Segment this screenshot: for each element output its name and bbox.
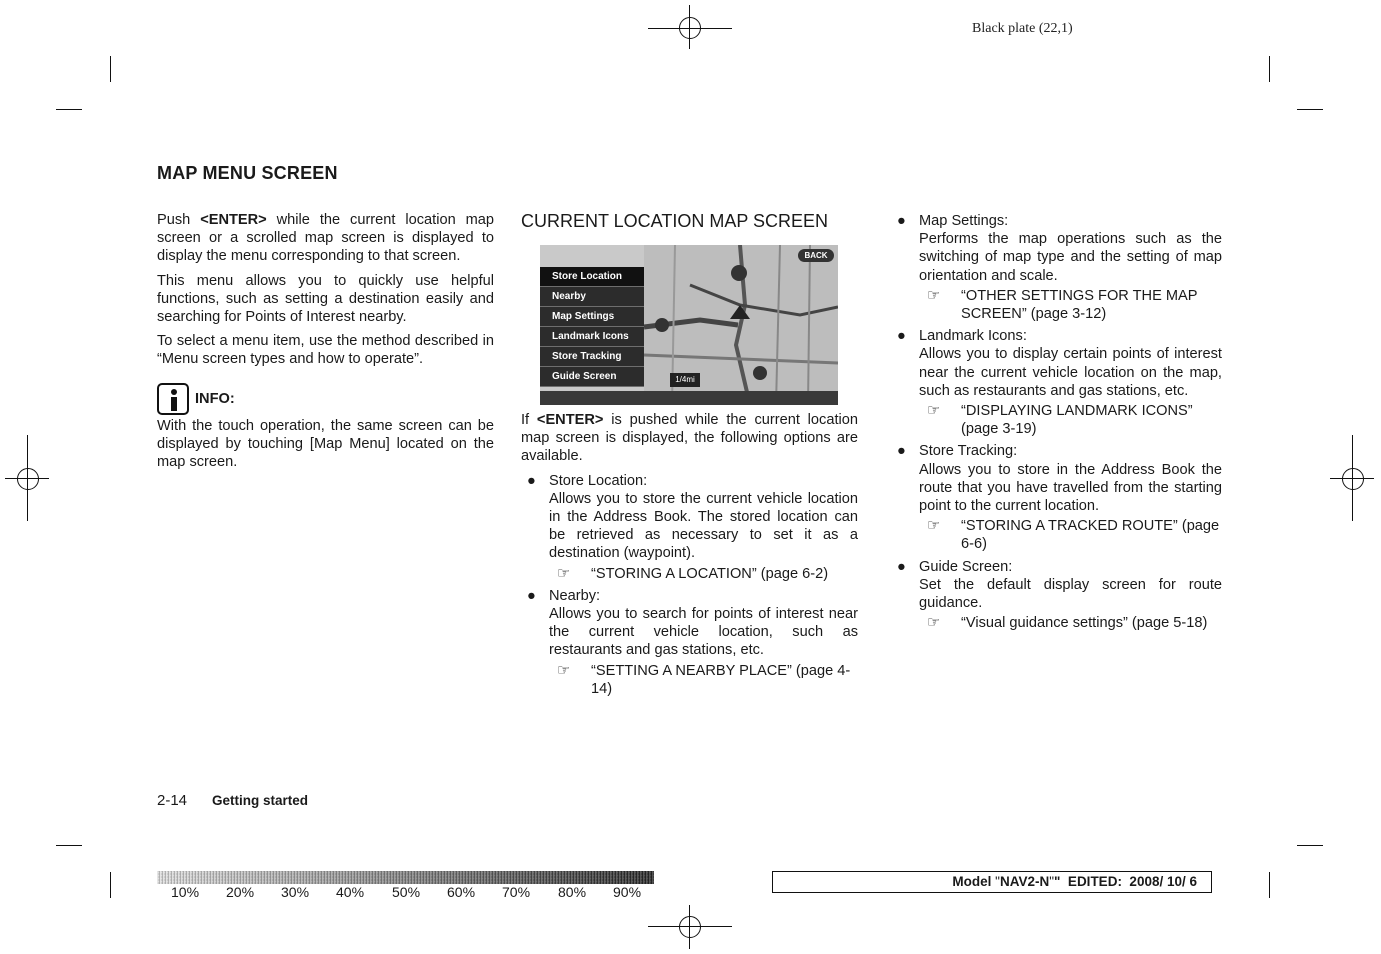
pointing-hand-icon: ☞ xyxy=(927,286,941,304)
paragraph-helpful: This menu allows you to quickly use helpful functions, such as setting a destination easily and searching for Points of Interest nearby. xyxy=(157,272,494,326)
list-item xyxy=(891,212,1222,323)
registration-circle xyxy=(1342,468,1364,490)
page-reference xyxy=(549,565,858,583)
map-screenshot xyxy=(540,245,838,405)
item-title: Store Location: xyxy=(549,472,648,489)
reference-text: “DISPLAYING LANDMARK ICONS” (page 3-19) xyxy=(961,403,1193,438)
column-3 xyxy=(891,212,1222,636)
list-item xyxy=(891,558,1222,633)
registration-circle xyxy=(17,468,39,490)
map-menu-nearby[interactable]: Nearby xyxy=(540,287,644,307)
bullet-icon: ● xyxy=(897,558,906,575)
reference-text: “SETTING A NEARBY PLACE” (page 4-14) xyxy=(591,662,851,697)
map-menu-store-location[interactable]: Store Location xyxy=(540,267,644,287)
pointing-hand-icon: ☞ xyxy=(927,517,941,535)
registration-circle xyxy=(679,916,701,938)
percent-label: 90% xyxy=(613,884,642,900)
item-body: Allows you to display certain points of interest near the current vehicle location on the map, such as restaurants and gas stations, etc. xyxy=(919,346,1222,399)
bullet-icon: ● xyxy=(897,328,906,345)
map-status-bar xyxy=(540,391,838,405)
percent-label: 30% xyxy=(281,884,310,900)
crop-mark xyxy=(1297,109,1323,110)
map-menu xyxy=(540,267,644,387)
map-menu-store-tracking[interactable]: Store Tracking xyxy=(540,347,644,367)
crop-mark xyxy=(56,109,82,110)
pointing-hand-icon: ☞ xyxy=(927,614,941,632)
info-text: With the touch operation, the same screen can be displayed by touching [Map Menu] located on the map screen. xyxy=(157,417,494,471)
crop-mark xyxy=(110,872,111,898)
item-title: Store Tracking: xyxy=(919,443,1018,460)
paragraph-options: If <ENTER> is pushed while the current location map screen is displayed, the following options are available. xyxy=(521,412,858,465)
gray-scale-bar xyxy=(157,871,654,884)
list-item xyxy=(521,587,858,698)
percent-label: 70% xyxy=(502,884,531,900)
page-reference xyxy=(919,517,1222,553)
chapter-label: Getting started xyxy=(212,793,309,808)
page-reference xyxy=(919,402,1222,438)
item-title: Guide Screen: xyxy=(919,558,1013,575)
map-menu-map-settings[interactable]: Map Settings xyxy=(540,307,644,327)
info-icon xyxy=(157,383,189,415)
reference-text: “STORING A LOCATION” (page 6-2) xyxy=(591,565,829,582)
gray-scale-labels xyxy=(157,884,654,902)
map-menu-guide-screen[interactable]: Guide Screen xyxy=(540,367,644,387)
percent-label: 40% xyxy=(336,884,365,900)
page-number: 2-14 xyxy=(157,792,188,809)
crop-mark xyxy=(1297,845,1323,846)
map-back-button[interactable]: BACK xyxy=(798,249,834,262)
crop-mark xyxy=(1269,56,1270,82)
info-title: INFO: xyxy=(195,390,235,407)
map-menu-landmark-icons[interactable]: Landmark Icons xyxy=(540,327,644,347)
registration-circle xyxy=(679,17,701,39)
enter-key-label: <ENTER> xyxy=(536,412,604,428)
crop-mark xyxy=(110,56,111,82)
item-body: Set the default display screen for route guidance. xyxy=(919,576,1222,612)
item-body: Allows you to store in the Address Book the route that you have travelled from the starting point to the current location. xyxy=(919,461,1222,515)
subsection-title: CURRENT LOCATION MAP SCREEN xyxy=(521,211,829,231)
crop-mark xyxy=(1269,872,1270,898)
crop-mark xyxy=(56,845,82,846)
reference-text: “STORING A TRACKED ROUTE” (page 6-6) xyxy=(961,518,1220,553)
page-reference xyxy=(919,287,1222,323)
item-title: Map Settings: xyxy=(919,213,1009,229)
model-edited-box: Model "NAV2-N"" EDITED: 2008/ 10/ 6 xyxy=(772,871,1212,893)
percent-label: 10% xyxy=(171,884,200,900)
list-item xyxy=(891,327,1222,438)
percent-label: 20% xyxy=(226,884,255,900)
page-reference xyxy=(549,662,858,698)
section-title: MAP MENU SCREEN xyxy=(157,163,338,183)
paragraph-select: To select a menu item, use the method described in “Menu screen types and how to operate”. xyxy=(157,333,494,368)
column-1 xyxy=(157,211,494,477)
column-2 xyxy=(521,411,858,702)
item-title: Landmark Icons: xyxy=(919,328,1027,345)
list-item xyxy=(891,442,1222,553)
enter-key-label: <ENTER> xyxy=(200,212,267,228)
bullet-icon: ● xyxy=(897,443,906,460)
item-body: Allows you to search for points of interest near the current vehicle location, such as restaurants and gas stations, etc. xyxy=(549,606,858,659)
page-reference xyxy=(919,614,1222,632)
bullet-icon: ● xyxy=(527,587,536,604)
pointing-hand-icon: ☞ xyxy=(927,402,941,420)
info-heading xyxy=(157,383,494,415)
map-scale[interactable]: 1/4mi xyxy=(670,373,700,387)
item-body: Performs the map operations such as the switching of map type and the setting of map orientation and scale. xyxy=(919,231,1222,284)
pointing-hand-icon: ☞ xyxy=(557,564,571,582)
item-title: Nearby: xyxy=(549,587,601,604)
paragraph-enter: Push <ENTER> while the current location map screen or a scrolled map screen is displayed to display the menu corresponding to that screen. xyxy=(157,212,494,265)
percent-label: 80% xyxy=(558,884,587,900)
percent-label: 50% xyxy=(392,884,421,900)
list-item xyxy=(521,472,858,583)
plate-label: Black plate (22,1) xyxy=(972,21,1073,36)
pointing-hand-icon: ☞ xyxy=(557,661,571,679)
reference-text: “OTHER SETTINGS FOR THE MAP SCREEN” (page 3-12) xyxy=(961,287,1198,323)
item-body: Allows you to store the current vehicle location in the Address Book. The stored location can be retrieved as necessary to set it as a destination (waypoint). xyxy=(549,490,858,562)
percent-label: 60% xyxy=(447,884,476,900)
bullet-icon: ● xyxy=(527,472,536,489)
bullet-icon: ● xyxy=(897,213,906,229)
reference-text: “Visual guidance settings” (page 5-18) xyxy=(961,615,1208,632)
